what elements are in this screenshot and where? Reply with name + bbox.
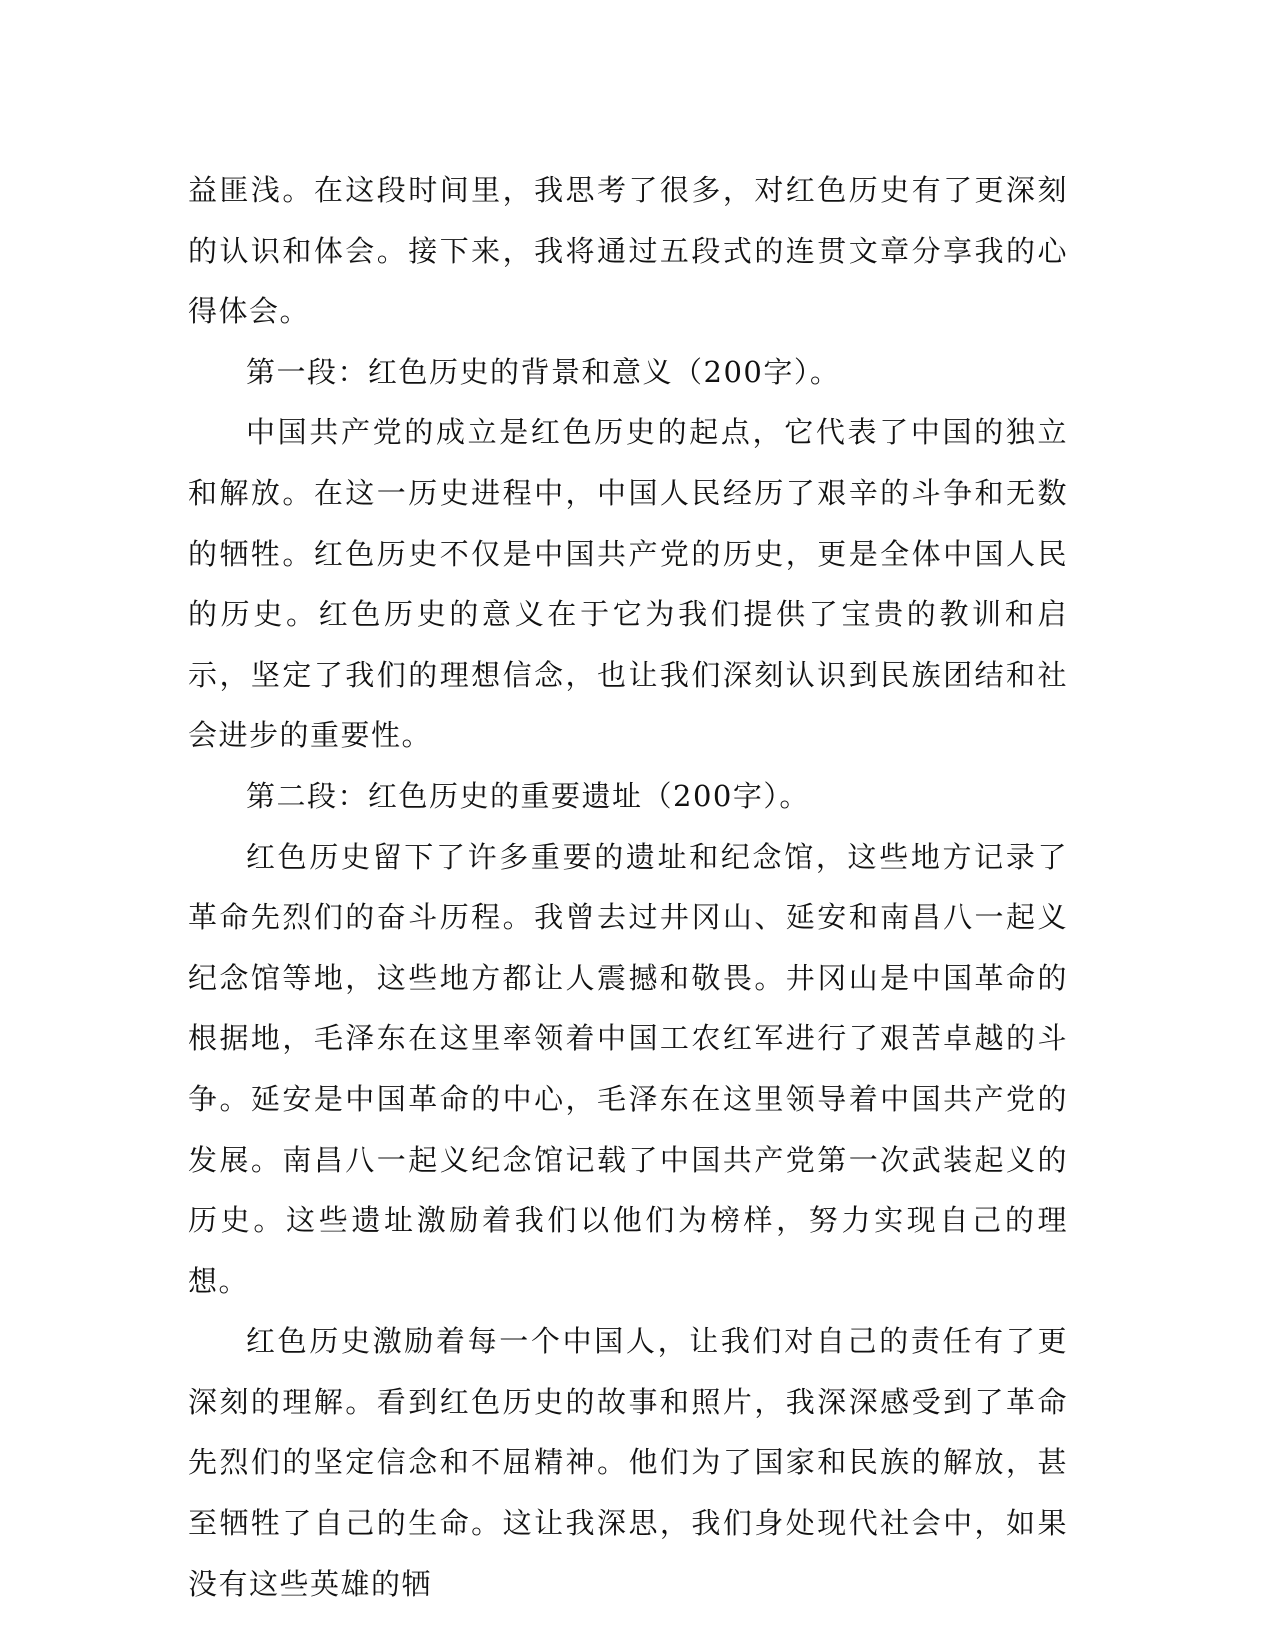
document-page xyxy=(188,160,1068,1614)
paragraph-background: 中国共产党的成立是红色历史的起点，它代表了中国的独立和解放。在这一历史进程中，中国人民经历了艰辛的斗争和无数的牺牲。红色历史不仅是中国共产党的历史，更是全体中国人民的历史。红色历史的意义在于它为我们提供了宝贵的教训和启示，坚定了我们的理想信念，也让我们深刻认识到民族团结和社会进步的重要性。 xyxy=(188,415,1068,753)
paragraph-continuation: 益匪浅。在这段时间里，我思考了很多，对红色历史有了更深刻的认识和体会。接下来，我将通过五段式的连贯文章分享我的心得体会。 xyxy=(188,173,1068,329)
paragraph-sites: 红色历史留下了许多重要的遗址和纪念馆，这些地方记录了革命先烈们的奋斗历程。我曾去过井冈山、延安和南昌八一起义纪念馆等地，这些地方都让人震撼和敬畏。井冈山是中国革命的根据地，毛泽东在这里率领着中国工农红军进行了艰苦卓越的斗争。延安是中国革命的中心，毛泽东在这里领导着中国共产党的发展。南昌八一起义纪念馆记载了中国共产党第一次武装起义的历史。这些遗址激励着我们以他们为榜样，努力实现自己的理想。 xyxy=(188,839,1068,1298)
section-heading-1: 第一段：红色历史的背景和意义（200字）。 xyxy=(246,354,841,389)
paragraph-inspiration: 红色历史激励着每一个中国人，让我们对自己的责任有了更深刻的理解。看到红色历史的故事和照片，我深深感受到了革命先烈们的坚定信念和不屈精神。他们为了国家和民族的解放，甚至牺牲了自己的生命。这让我深思，我们身处现代社会中，如果没有这些英雄的牺 xyxy=(188,1324,1068,1601)
section-heading-2: 第二段：红色历史的重要遗址（200字）。 xyxy=(246,778,810,813)
